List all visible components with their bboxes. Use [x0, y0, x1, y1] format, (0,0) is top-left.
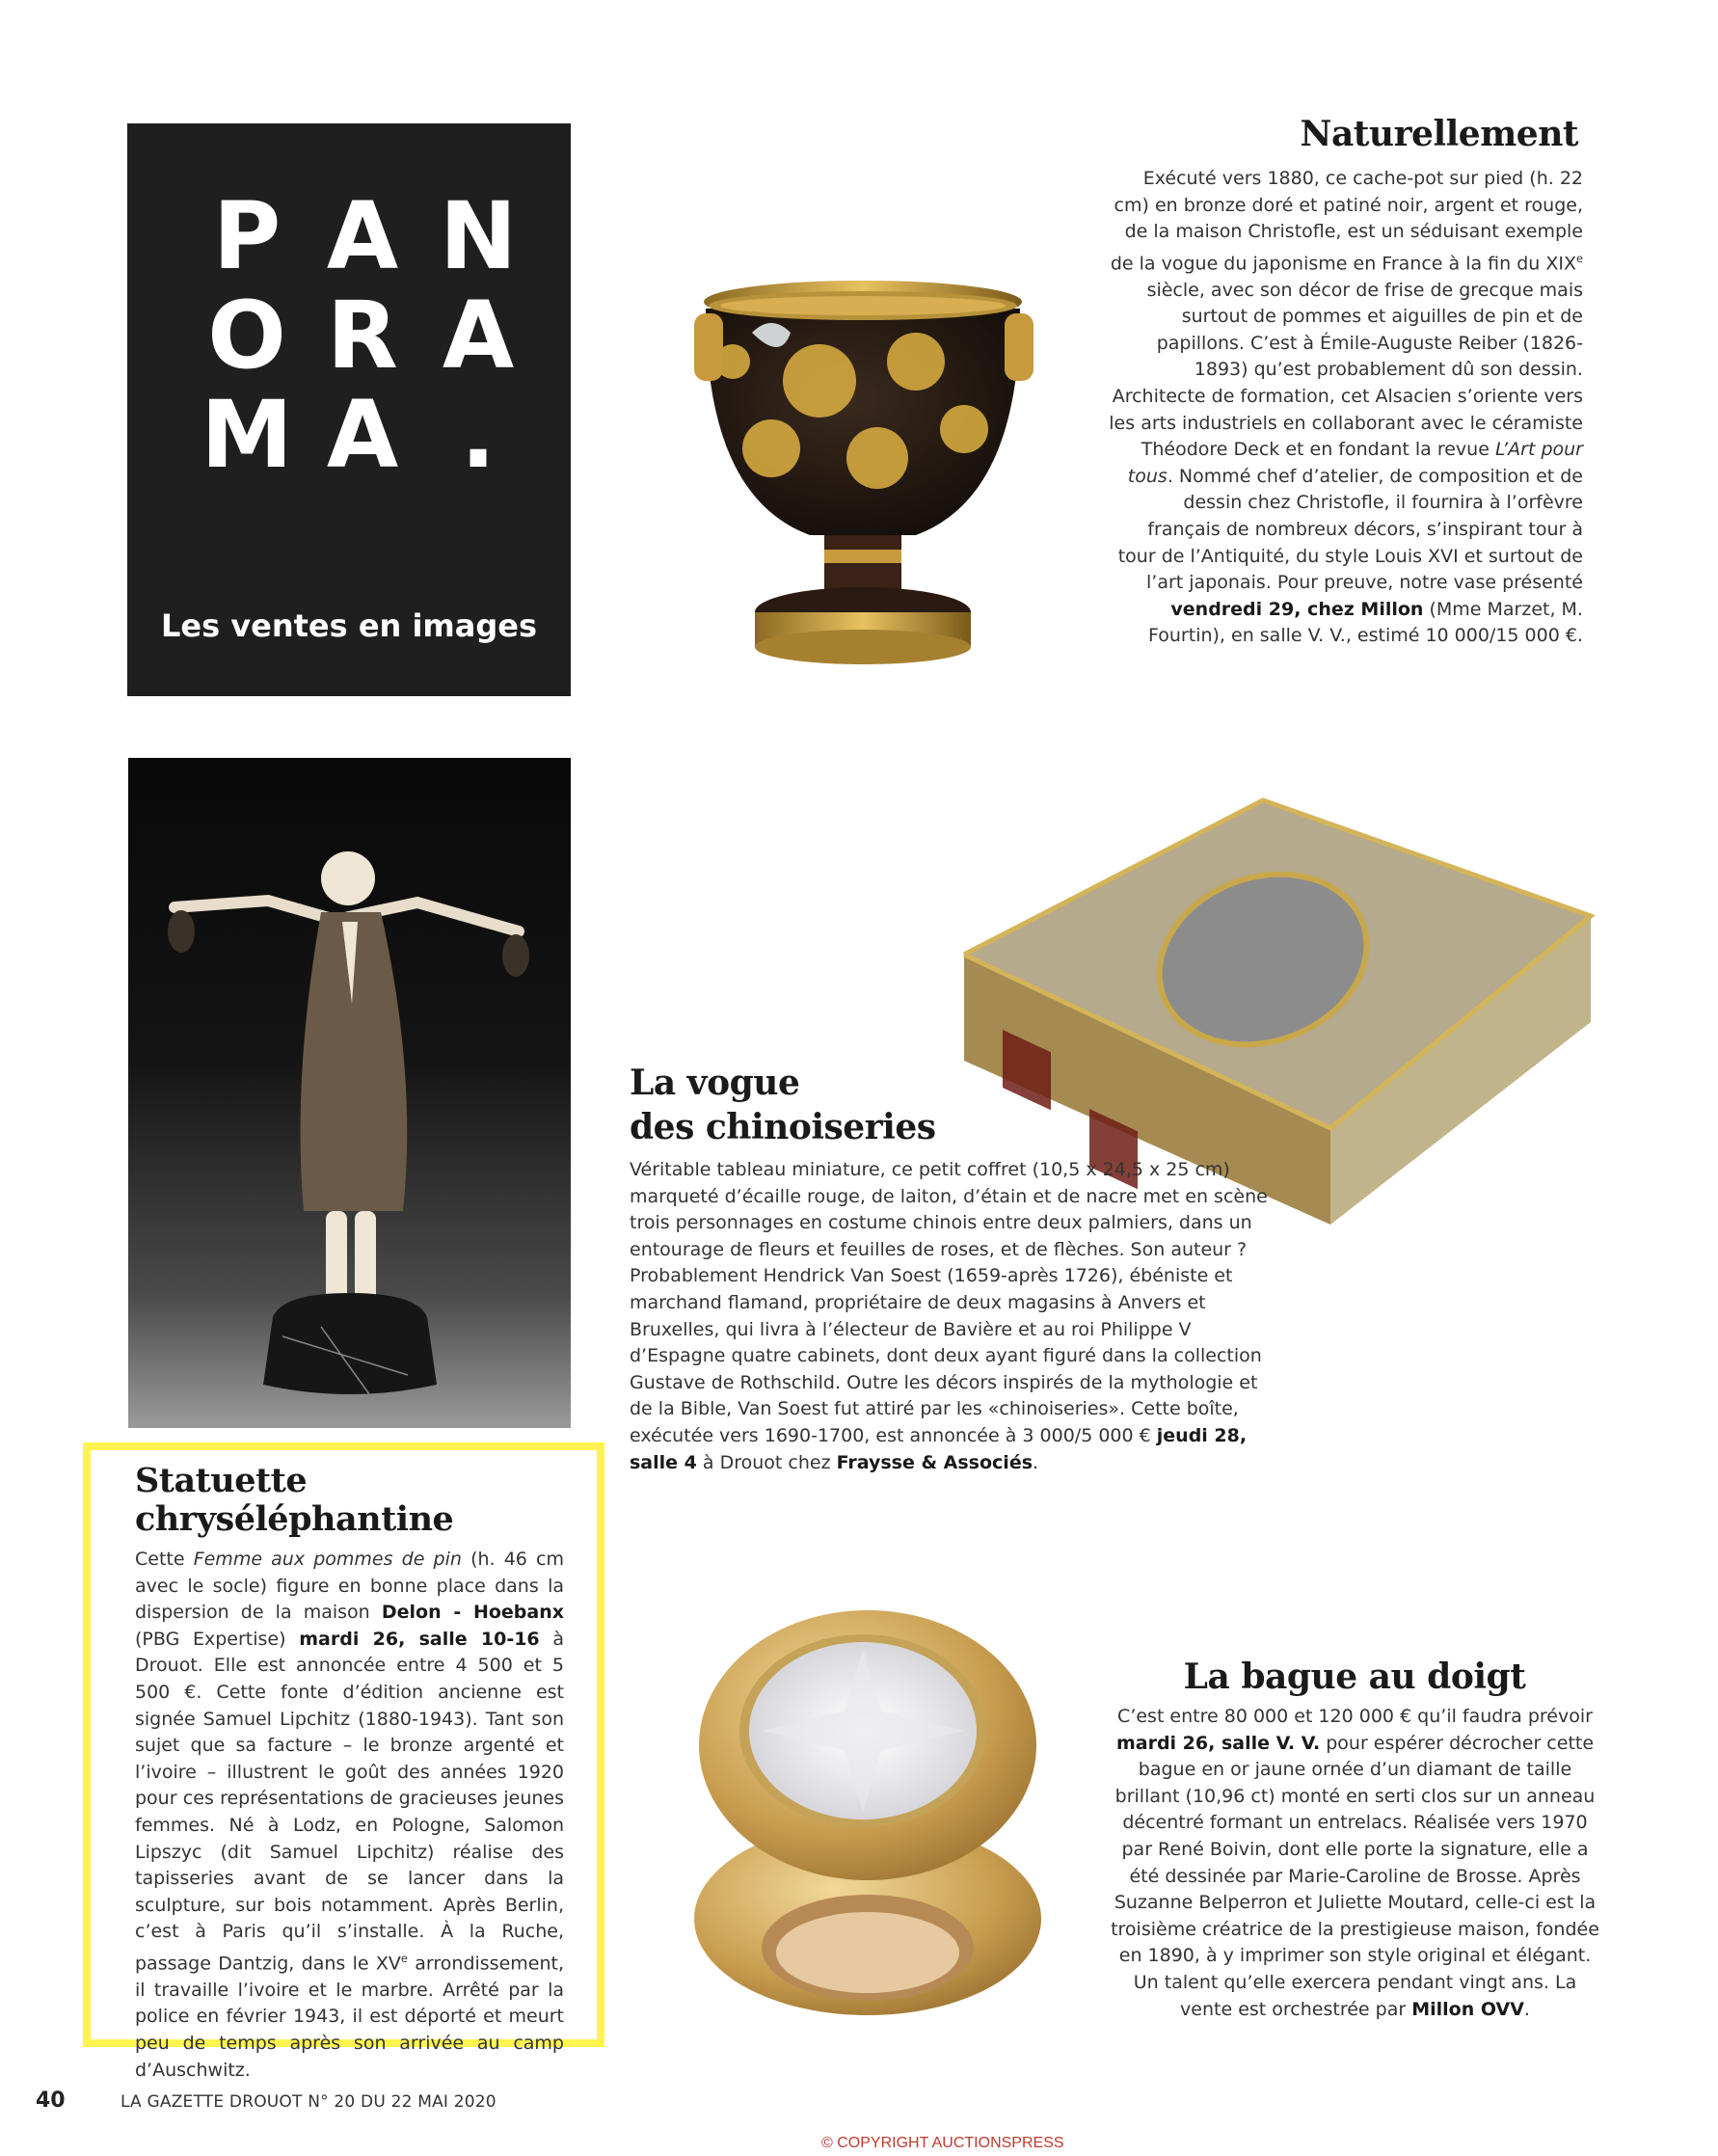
- article-title: Naturellement: [1300, 114, 1578, 154]
- article-title: [135, 1462, 453, 1539]
- vase-photo: [627, 217, 1099, 689]
- letter: A: [326, 381, 399, 489]
- bold-text: vendredi 29, chez Millon: [1170, 598, 1424, 620]
- title-line: La vogue: [630, 1063, 800, 1103]
- bold-text: mardi 26, salle V. V.: [1115, 1732, 1321, 1754]
- article-body: [630, 1157, 1285, 1476]
- bold-text: Millon OVV: [1411, 1998, 1524, 2020]
- ring-illustration: [665, 1591, 1070, 2035]
- letter: A: [326, 182, 399, 290]
- bold-text: Fraysse & Associés: [836, 1451, 1033, 1473]
- article-body: [1107, 1704, 1603, 2023]
- text-run: (Mme Marzet, M. Fourtin), en salle V. V., estimé 10 000/15 000 €.: [1148, 598, 1583, 647]
- copyright-notice: © COPYRIGHT AUCTIONSPRESS: [821, 2135, 1064, 2151]
- panorama-row: [199, 381, 526, 489]
- panorama-row: [199, 182, 526, 290]
- panorama-letters: [199, 182, 526, 489]
- panorama-subtitle: Les ventes en images: [161, 607, 537, 644]
- text-run: arrondissement, il travaille l’ivoire et le marbre. Arrêté par la police en février 1943, il est déporté et meurt peu de temps après son arrivée au camp d’Auschwitz.: [135, 1953, 564, 2081]
- text-run: C’est entre 80 000 et 120 000 € qu’il faudra prévoir: [1117, 1706, 1593, 1727]
- article-body: [1109, 166, 1583, 650]
- article-title: [630, 1061, 936, 1149]
- panorama-row: [199, 282, 526, 390]
- article-body: [135, 1547, 564, 2084]
- panorama-masthead: [127, 123, 571, 696]
- text-run: Exécuté vers 1880, ce cache-pot sur pied (h. 22 cm) en bronze doré et patiné noir, argent et rouge, de la maison Christofle, est un séduisant exemple de la vogue du japonisme en France à la fin du XIX: [1110, 168, 1583, 275]
- text-run: Cette: [135, 1549, 194, 1570]
- italic-text: Femme aux pommes de pin: [193, 1549, 462, 1570]
- statuette-photo: [128, 758, 571, 1428]
- letter: A: [442, 282, 515, 390]
- ring-photo: [665, 1591, 1070, 2035]
- page-number: 40: [36, 2089, 66, 2113]
- letter: N: [439, 182, 518, 290]
- letter: M: [201, 381, 293, 489]
- text-run: .: [1033, 1451, 1039, 1473]
- letter: .: [460, 381, 497, 489]
- issue-info: LA GAZETTE DROUOT N° 20 DU 22 MAI 2020: [121, 2092, 497, 2112]
- superscript: e: [400, 1951, 408, 1965]
- text-run: .: [1523, 1998, 1530, 2020]
- title-line: chryséléphantine: [135, 1499, 454, 1539]
- text-run: à Drouot. Elle est annoncée entre 4 500 et 5 500 €. Cette fonte d’édition ancienne est signée Samuel Lipchitz (1880-1943). Tant son sujet que sa facture – le bronze argenté et l’ivoire – illustrent le goût des années 1920 pour ces représentations de gracieuses jeunes femmes. Né à Lodz, en Pologne, Salomon Lipszyc (dit Samuel Lipchitz) réalise des tapisseries avant de se lancer dans la sculpture, sur bois notamment. Après Berlin, c’est à Paris qu’il s’installe. À la Ruche, passage Dantzig, dans le XV: [135, 1628, 565, 1975]
- bold-text: jeudi 28, salle 4: [630, 1424, 1248, 1473]
- letter: R: [327, 282, 398, 390]
- text-run: Véritable tableau miniature, ce petit coffret (10,5 x 24,5 x 25 cm) marqueté d’écaille rouge, de laiton, d’étain et de nacre met en scène trois personnages en costume chinois entre deux palmiers, dans un entourage de fleurs et feuilles de roses, et de flèches. Son auteur ? Probablement Hendrick Van Soest (1659-après 1726), ébéniste et marchand flamand, propriétaire de deux magasins à Anvers et Bruxelles, qui livra à l’électeur de Bavière et au roi Philippe V d’Espagne quatre cabinets, dont deux ayant figuré dans la collection Gustave de Rothschild. Outre les décors inspirés de la mythologie et de la Bible, Van Soest fut attiré par les «chinoiseries». Cette boîte, exécutée vers 1690-1700, est annoncée à 3 000/5 000 €: [630, 1159, 1268, 1446]
- title-line: des chinoiseries: [630, 1107, 936, 1147]
- statuette-illustration: [128, 758, 571, 1428]
- title-line: Statuette: [135, 1461, 308, 1500]
- superscript: e: [1575, 251, 1583, 265]
- text-run: (PBG Expertise): [135, 1628, 300, 1650]
- letter: O: [207, 282, 286, 390]
- text-run: pour espérer décrocher cette bague en or jaune ornée d’un diamant de taille brillant (10,96 ct) monté en serti clos sur un anneau décentré formant un entrelacs. Réalisée vers 1970 par René Boivin, dont elle porte la signature, elle a été dessinée par Marie-Caroline de Brosse. Après Suzanne Belperron et Juliette Moutard, celle-ci est la troisième créatrice de la prestigieuse maison, fondée en 1890, à y imprimer son style original et élégant. Un talent qu’elle exercera pendant vingt ans. La vente est orchestrée par: [1111, 1732, 1599, 2020]
- bold-text: Delon - Hoebanx: [381, 1602, 564, 1624]
- text-run: (h. 46 cm avec le socle) figure en bonne place dans la dispersion de la maison: [135, 1549, 564, 1624]
- text-run: à Drouot chez: [696, 1451, 837, 1473]
- letter: P: [212, 182, 282, 290]
- bold-text: mardi 26, salle 10-16: [299, 1628, 540, 1650]
- text-run: . Nommé chef d’atelier, de composition et de dessin chez Christofle, il fournira à l’orfèvre français de nombreux décors, s’inspirant tour à tour de l’Antiquité, du style Louis XVI et surtout de l’art japonais. Pour preuve, notre vase présenté: [1117, 465, 1583, 594]
- italic-text: L’Art pour tous: [1127, 439, 1583, 487]
- text-run: siècle, avec son décor de frise de grecque mais surtout de pommes et aiguilles de pin et de papillons. C’est à Émile-Auguste Reiber (1826-1893) qu’est probablement dû son dessin. Architecte de formation, cet Alsacien s’oriente vers les arts industriels en collaborant avec le céramiste Théodore Deck et en fondant la revue: [1109, 279, 1583, 461]
- article-title: La bague au doigt: [1183, 1657, 1526, 1697]
- cache-pot-illustration: [627, 217, 1099, 689]
- statuette-highlight-box: [83, 1442, 604, 2081]
